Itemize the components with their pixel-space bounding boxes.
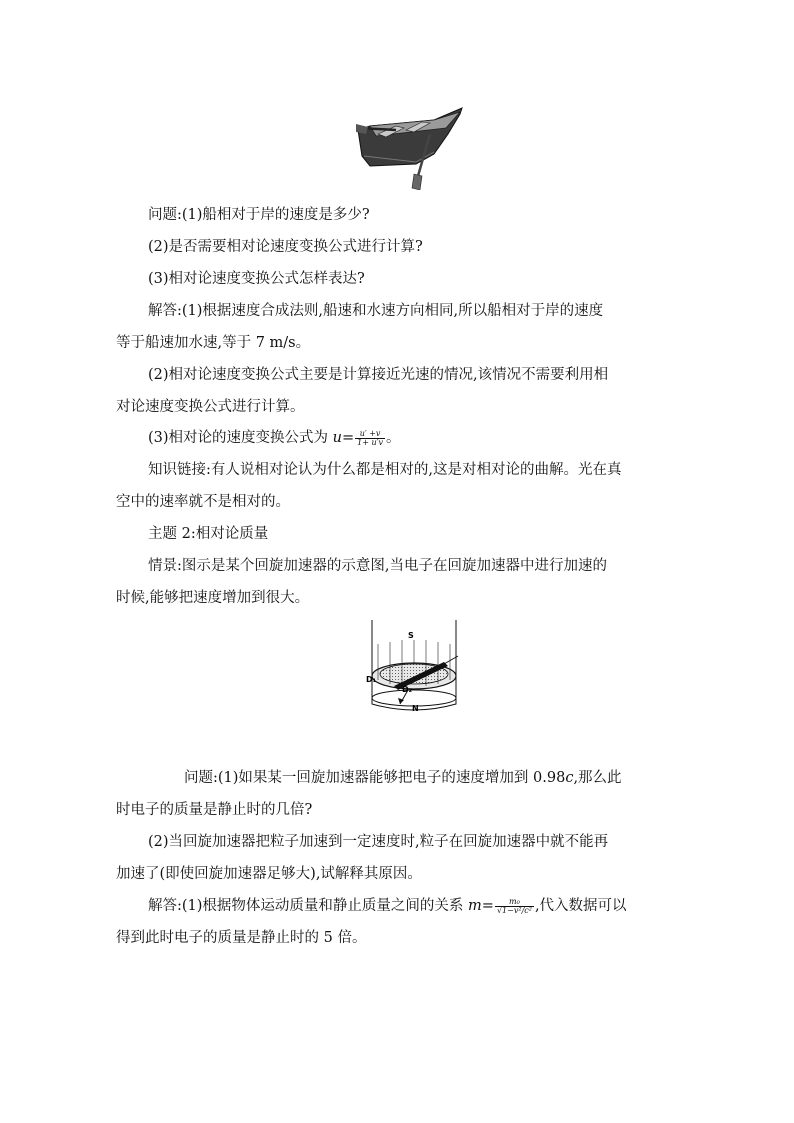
answer-mass-line-1 [148,896,710,916]
mass-formula-numerator: m₀ [495,898,534,907]
question-mass-1-line-1 [184,768,746,788]
answer-3-text: (3)相对论的速度变换公式为 [148,430,333,446]
mass-formula [495,898,534,915]
velocity-formula [355,430,385,447]
question-1: 问题:(1)船相对于岸的速度是多少? [148,207,370,223]
question-2: (2)是否需要相对论速度变换公式进行计算? [148,239,423,255]
scenario-line-2: 时候,能够把速度增加到很大。 [116,590,310,606]
speed-of-light-symbol: c [565,770,574,786]
answer-mass-end: ,代入数据可以 [534,898,627,914]
knowledge-link-line-1: 知识链接:有人说相对论认为什么都是相对的,这是对相对论的曲解。光在真 [148,462,622,478]
answer-1-line-1: 解答:(1)根据速度合成法则,船速和水速方向相同,所以船相对于岸的速度 [148,303,604,319]
answer-2-line-2: 对论速度变换公式进行计算。 [116,399,305,415]
knowledge-link-line-2: 空中的速率就不是相对的。 [116,494,290,510]
mass-formula-denominator: √1−v²/c² [496,905,532,915]
scenario-line-1: 情景:图示是某个回旋加速器的示意图,当电子在回旋加速器中进行加速的 [148,558,607,574]
question-mass-2-line-1: (2)当回旋加速器把粒子加速到一定速度时,粒子在回旋加速器中就不能再 [148,834,609,850]
question-mass-1-text: 问题:(1)如果某一回旋加速器能够把电子的速度增加到 0.98 [184,770,566,786]
answer-3 [148,428,710,448]
topic-2-heading: 主题 2:相对论质量 [148,526,269,542]
cyclotron-label-s: S [408,631,414,640]
cyclotron-label-d2: D₂ [402,685,413,694]
answer-1-line-2: 等于船速加水速,等于 7 m/s。 [116,335,311,351]
velocity-formula-numerator: u′ +v [355,430,385,439]
answer-2-line-1: (2)相对论速度变换公式主要是计算接近光速的情况,该情况不需要利用相 [148,367,609,383]
question-mass-2-line-2: 加速了(即使回旋加速器足够大),试解释其原因。 [116,866,422,882]
answer-3-end: 。 [385,430,401,446]
cyclotron-figure [364,618,464,712]
velocity-formula-denominator: 1+ u′v [357,437,383,447]
velocity-variable: u= [332,430,355,446]
question-mass-1-line-2: 时电子的质量是静止时的几倍? [116,802,313,818]
cyclotron-label-n: N [412,704,419,712]
mass-variable: m= [468,898,494,914]
answer-mass-line-2: 得到此时电子的质量是静止时的 5 倍。 [116,930,367,946]
rowboat-figure [356,104,466,190]
answer-mass-text: 解答:(1)根据物体运动质量和静止质量之间的关系 [148,898,469,914]
cyclotron-label-d1: D₁ [366,675,377,684]
question-3: (3)相对论速度变换公式怎样表达? [148,271,365,287]
question-mass-1-end: ,那么此 [573,770,622,786]
